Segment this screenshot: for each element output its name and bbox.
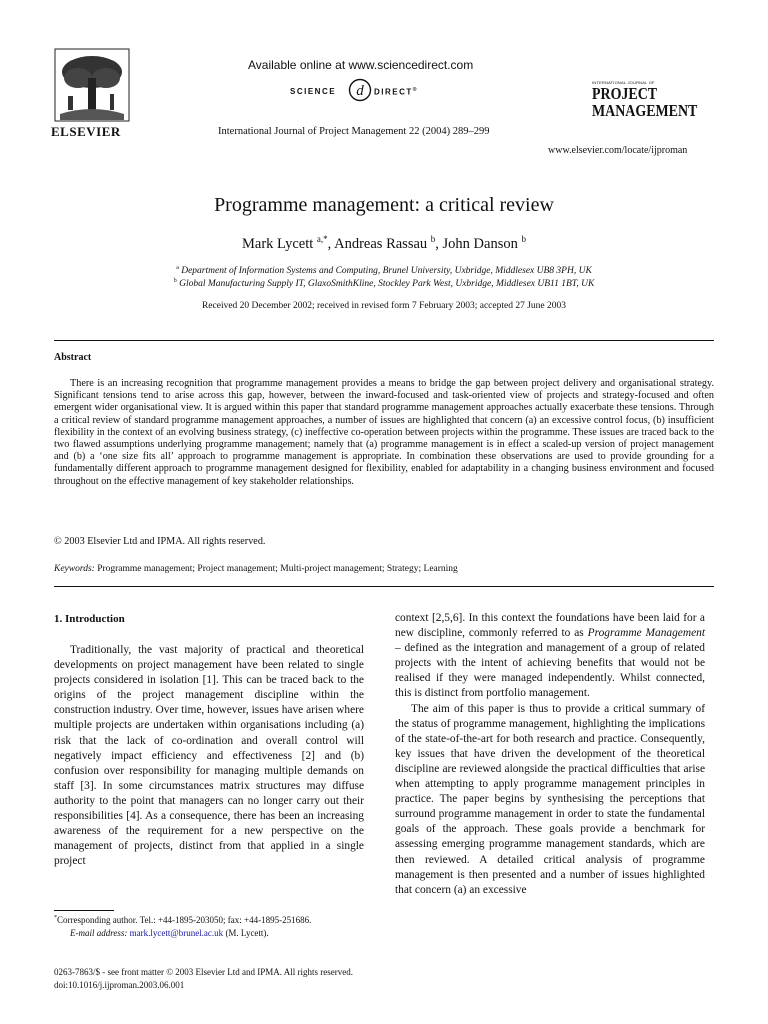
publisher-name: ELSEVIER (51, 124, 121, 139)
divider (54, 586, 714, 587)
sd-right-word: DIRECT® (374, 87, 418, 97)
section-heading: 1. Introduction (54, 613, 125, 625)
intro-paragraph-continued: context [2,5,6]. In this context the foundations have been laid for a new discipline, commonly referred to as Programme Management – defined as the integration and management of a group of related projects with the intent of achieving benefits that would not be realised if they were managed independently. Whilst connected, this is distinct from portfolio management. (395, 612, 706, 700)
issn-line: 0263-7863/$ - see front matter © 2003 Elsevier Ltd and IPMA. All rights reserved. (54, 967, 354, 977)
author-sup: b (430, 234, 436, 244)
abstract-heading: Abstract (54, 352, 92, 363)
journal-logo-small: INTERNATIONAL JOURNAL OF (592, 80, 655, 85)
abstract-copyright: © 2003 Elsevier Ltd and IPMA. All rights reserved. (54, 536, 266, 547)
author-name: Andreas Rassau (334, 235, 428, 252)
svg-text:d: d (356, 83, 364, 99)
sd-left-word: SCIENCE (290, 87, 337, 96)
right-column (395, 611, 705, 898)
author-list: Mark Lycett $^{a,*}$, Andreas Rassau $^b$, John Danson $^b$ (242, 234, 526, 252)
left-column (54, 643, 364, 869)
footnote: *Corresponding author. Tel.: +44-1895-203050; fax: +44-1895-251686. E-mail address: mark.lycett@brunel.ac.uk (M. Lycett). (54, 915, 312, 938)
footnote-divider (54, 910, 114, 911)
affiliation: $^a$ Department of Information Systems and Computing, Brunel University, Uxbridge, Middlesex UB8 3PH, UK (176, 265, 592, 277)
received-dates: Received 20 December 2002; received in revised form 7 February 2003; accepted 27 June 2003 (201, 301, 567, 311)
author-sup: a,* (316, 234, 328, 244)
email-link[interactable]: mark.lycett@brunel.ac.uk (129, 927, 224, 938)
keywords (54, 564, 458, 574)
doi-line[interactable]: doi:10.1016/j.ijproman.2003.06.001 (54, 979, 185, 990)
author-name: Mark Lycett (242, 235, 314, 252)
author-name: John Danson (442, 235, 518, 252)
affiliation: $^b$ Global Manufacturing Supply IT, GlaxoSmithKline, Stockley Park West, Uxbridge, Middlesex UB11 1BT, UK (173, 278, 595, 290)
intro-paragraph: The aim of this paper is thus to provide a critical summary of the status of programme management, highlighting the implications of the state-of-the-art for both research and practice. Consequently, key issues that have driven the development of the theoretical discipline are reviewed alongside the practical difficulties that arise when attempting to apply programme management principles in practice. The paper begins by synthesising the perceptions that surround programme management in order to state the fundamental goals of the approach. These goals provide a benchmark for assessing emerging programme management standards, which are then reviewed. A detailed critical analysis of programme management is then presented and a number of issues highlighted that concern (a) an excessive (395, 702, 705, 896)
keywords-list: Programme management; Project management; Multi-project management; Strategy; Learning (97, 564, 458, 574)
intro-paragraph: Traditionally, the vast majority of practical and theoretical developments on project management have been related to single projects considered in isolation [1]. This can be traced back to the origins of the project management discipline within the construction industry. Over time, however, issues have arisen where multiple projects are undertaken within organisations including (a) risk that the lack of co-ordination and overall control will negatively impact efficiency and effectiveness [2] and (b) confusion over responsibility for managing multiple demands on staff [3]. In some circumstances matrix structures may diffuse authority to the point that managers can no longer carry out their responsibilities [4]. As a consequence, there has been an increasing awareness of the requirement for a new perspective on the management of projects, distinct from that applied in a single project (54, 644, 364, 868)
elsevier-tree-logo (54, 48, 130, 122)
sciencedirect-logo (290, 78, 450, 106)
abstract-body (54, 378, 714, 488)
email-label: E-mail address: (70, 927, 128, 938)
journal-logo (592, 80, 707, 119)
page-footer (54, 966, 353, 991)
footnote-text: Corresponding author. Tel.: +44-1895-203050; fax: +44-1895-251686. (57, 915, 312, 925)
journal-logo-line1: PROJECT (592, 84, 658, 103)
available-online-text: Available online at www.sciencedirect.com (248, 58, 474, 72)
journal-citation: International Journal of Project Management 22 (2004) 289–299 (218, 126, 490, 137)
journal-logo-line2: MANAGEMENT (592, 101, 698, 120)
journal-url[interactable]: www.elsevier.com/locate/ijproman (548, 145, 688, 156)
article-title: Programme management: a critical review (214, 194, 554, 216)
abstract-text: There is an increasing recognition that programme management provides a means to bridge the gap between project delivery and organisational strategy. Significant tensions tend to arise across this gap, however, between the inward-focused and task-oriented view of projects and strategy-focused and often emergent wider organisational view. It is argued within this paper that standard programme management approaches actually exacerbate these tensions. Through a critical review of standard programme management approaches, a number of issues are highlighted that concern (a) an excessive control focus, (b) insufficient flexibility in the context of an evolving business strategy, (c) ineffective co-operation between projects within the programme. These issues are traced back to the two flawed assumptions underlying programme management; namely that (a) programme management is in effect a scaled-up version of project management and (b) a ‘one size fits all’ approach to programme management is appropriate. In combination these observations are used to provide grounding for a fundamentally different approach to programme management designed for flexibility, enabled for adaptability in a changing business environment and focused throughout on the effective management of key stakeholder relationships. (54, 378, 714, 487)
sciencedirect-d-icon (348, 78, 372, 102)
divider (54, 340, 714, 341)
author-sup: b (521, 234, 526, 244)
keywords-label: Keywords: (54, 564, 95, 574)
